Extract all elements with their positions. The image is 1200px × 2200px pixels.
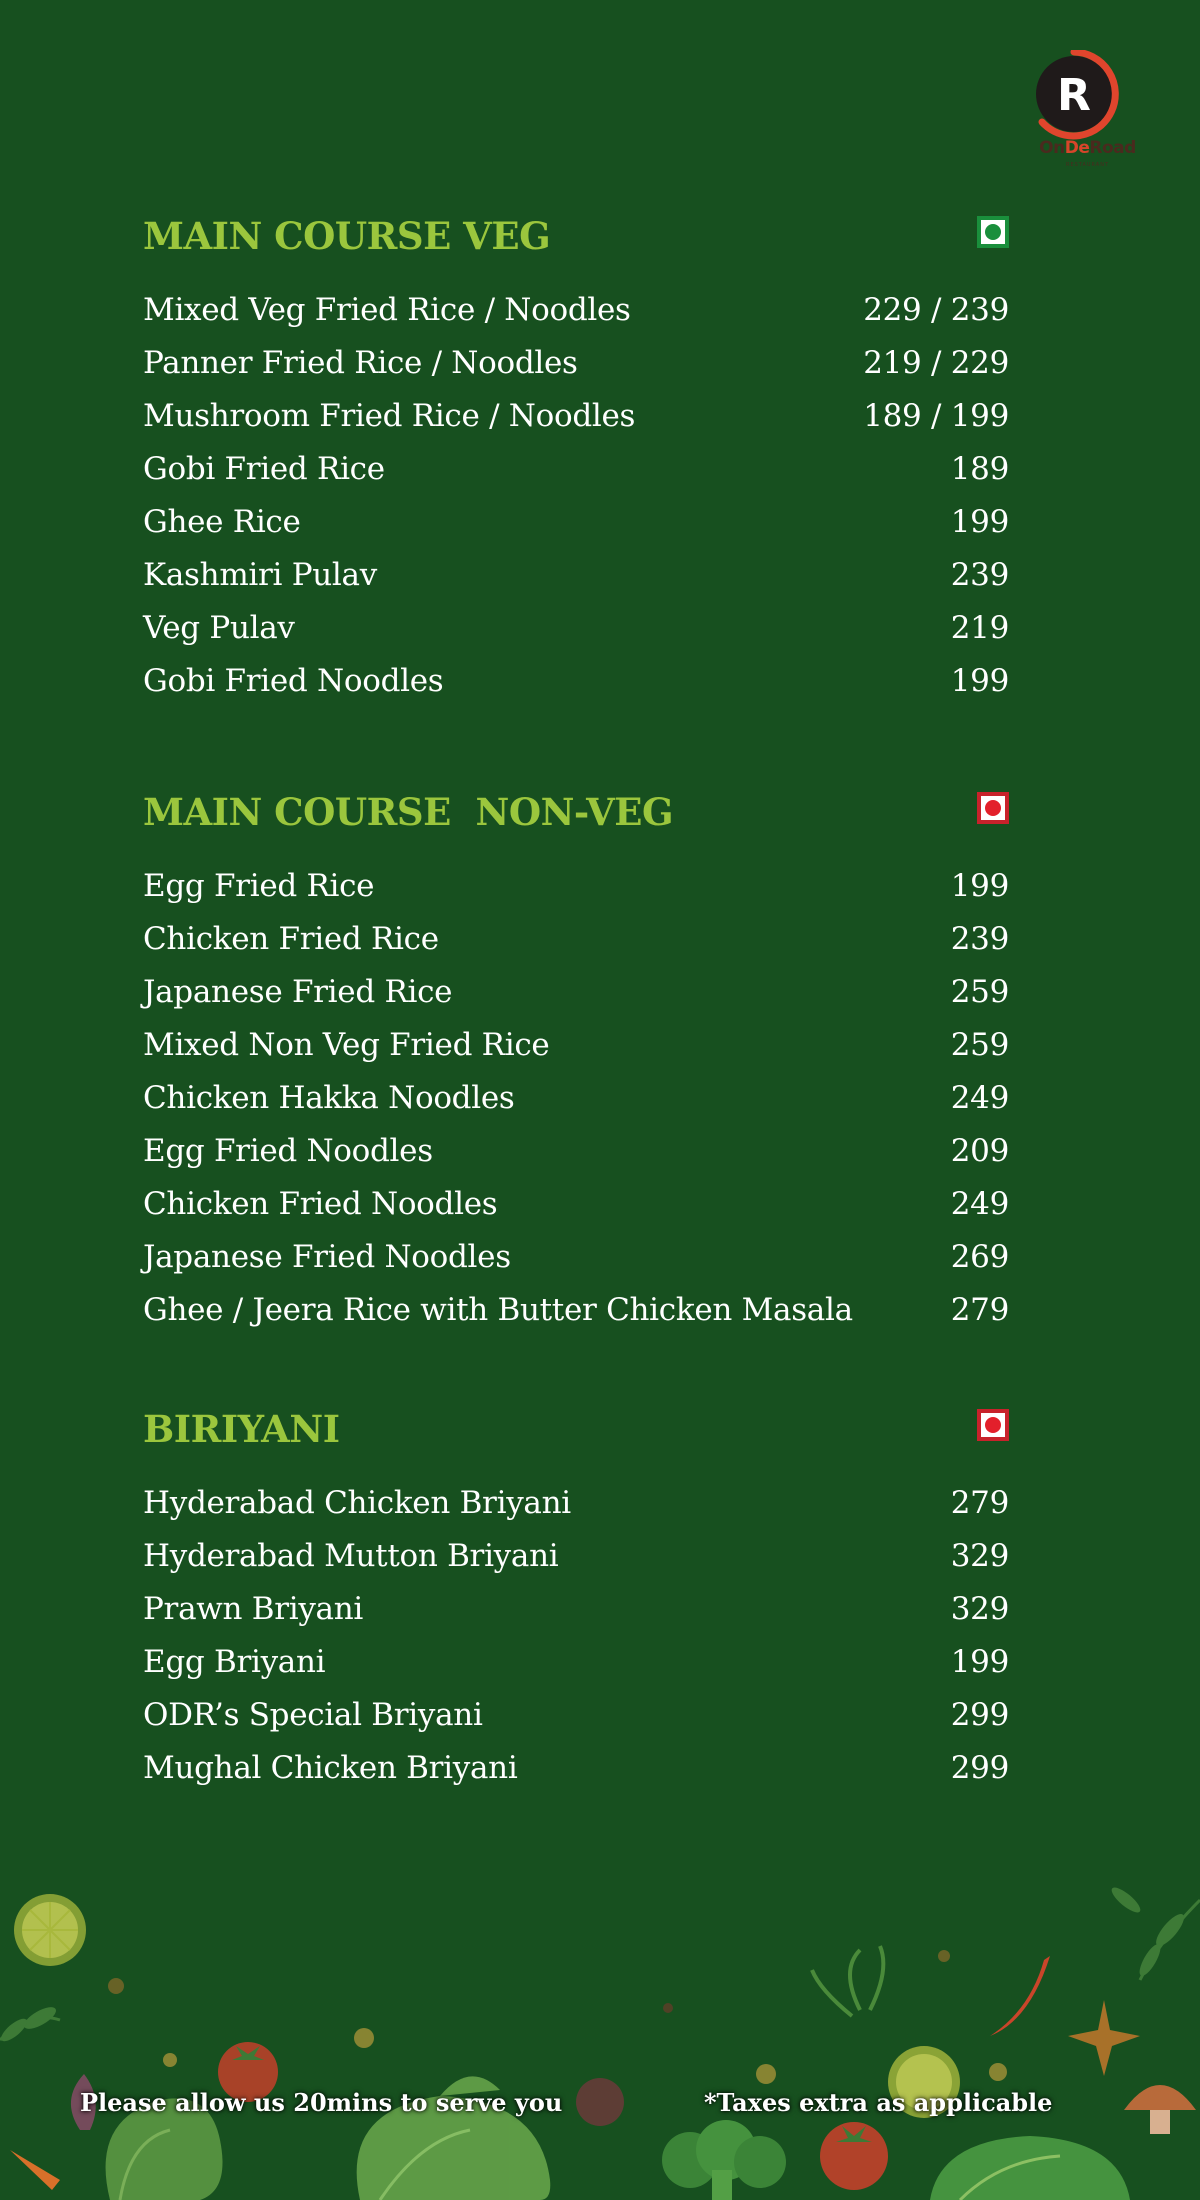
item-name: Hyderabad Chicken Briyani <box>143 1485 571 1521</box>
menu-item <box>143 966 1009 1019</box>
item-price: 259 <box>950 1027 1009 1063</box>
item-name: Japanese Fried Rice <box>143 974 453 1010</box>
menu-item <box>143 443 1009 496</box>
menu-item <box>143 1477 1009 1530</box>
item-name: Mixed Non Veg Fried Rice <box>143 1027 550 1063</box>
item-name: ODR’s Special Briyani <box>143 1697 483 1733</box>
logo-letter: R <box>1057 70 1091 121</box>
menu-item <box>143 337 1009 390</box>
menu-item <box>143 1178 1009 1231</box>
item-name: Panner Fried Rice / Noodles <box>143 345 578 381</box>
item-price: 239 <box>950 921 1009 957</box>
item-name: Ghee Rice <box>143 504 301 540</box>
brand-name: OnDeRoad <box>1039 138 1136 158</box>
section-header <box>143 790 1009 834</box>
menu-item <box>143 1284 1009 1337</box>
item-price: 199 <box>950 504 1009 540</box>
item-name: Ghee / Jeera Rice with Butter Chicken Masala <box>143 1292 853 1328</box>
menu-item <box>143 1231 1009 1284</box>
section-header <box>143 1407 1009 1451</box>
menu-item <box>143 860 1009 913</box>
item-price: 299 <box>950 1750 1009 1786</box>
item-price: 209 <box>950 1133 1009 1169</box>
item-name: Chicken Hakka Noodles <box>143 1080 515 1116</box>
item-name: Chicken Fried Noodles <box>143 1186 498 1222</box>
broccoli-icon <box>662 2120 786 2200</box>
menu-item <box>143 1072 1009 1125</box>
item-name: Egg Fried Rice <box>143 868 375 904</box>
serve-time-note: Please allow us 20mins to serve you <box>80 2088 563 2117</box>
menu-item <box>143 549 1009 602</box>
tax-note: *Taxes extra as applicable <box>704 2088 1053 2117</box>
section-main-course-nonveg <box>143 790 1009 1337</box>
nonveg-mark-icon <box>977 1409 1009 1441</box>
item-price: 199 <box>950 868 1009 904</box>
nonveg-mark-icon <box>977 792 1009 824</box>
menu-item <box>143 602 1009 655</box>
item-price: 279 <box>950 1292 1009 1328</box>
menu-item <box>143 390 1009 443</box>
item-price: 329 <box>950 1538 1009 1574</box>
brand-tagline: RESTAURANT <box>1065 162 1110 168</box>
star-anise-icon <box>1068 2000 1140 2076</box>
item-price: 189 <box>950 451 1009 487</box>
section-main-course-veg <box>143 214 1009 708</box>
menu-item <box>143 284 1009 337</box>
item-price: 329 <box>950 1591 1009 1627</box>
menu-item-list <box>143 1477 1009 1795</box>
menu-item <box>143 913 1009 966</box>
item-name: Prawn Briyani <box>143 1591 364 1627</box>
vegetable-illustration <box>0 1860 1200 2200</box>
item-price: 229 / 239 <box>863 292 1009 328</box>
item-name: Chicken Fried Rice <box>143 921 439 957</box>
item-price: 279 <box>950 1485 1009 1521</box>
section-title: MAIN COURSE NON-VEG <box>143 790 674 834</box>
menu-item <box>143 1019 1009 1072</box>
item-name: Gobi Fried Rice <box>143 451 385 487</box>
section-biriyani <box>143 1407 1009 1795</box>
menu-item <box>143 496 1009 549</box>
lime-slice-icon <box>14 1894 86 1966</box>
item-price: 199 <box>950 663 1009 699</box>
item-price: 269 <box>950 1239 1009 1275</box>
item-price: 249 <box>950 1080 1009 1116</box>
item-name: Mughal Chicken Briyani <box>143 1750 518 1786</box>
item-price: 189 / 199 <box>863 398 1009 434</box>
menu-item <box>143 1742 1009 1795</box>
item-price: 239 <box>950 557 1009 593</box>
menu-item <box>143 1636 1009 1689</box>
item-name: Mixed Veg Fried Rice / Noodles <box>143 292 631 328</box>
item-name: Egg Fried Noodles <box>143 1133 433 1169</box>
veg-mark-icon <box>977 216 1009 248</box>
item-name: Gobi Fried Noodles <box>143 663 444 699</box>
section-header <box>143 214 1009 258</box>
section-title: MAIN COURSE VEG <box>143 214 551 258</box>
menu-item <box>143 1689 1009 1742</box>
item-name: Kashmiri Pulav <box>143 557 377 593</box>
item-price: 299 <box>950 1697 1009 1733</box>
item-price: 259 <box>950 974 1009 1010</box>
item-name: Japanese Fried Noodles <box>143 1239 511 1275</box>
item-name: Egg Briyani <box>143 1644 326 1680</box>
menu-item <box>143 1583 1009 1636</box>
section-title: BIRIYANI <box>143 1407 340 1451</box>
item-price: 249 <box>950 1186 1009 1222</box>
menu-item <box>143 1125 1009 1178</box>
item-price: 219 <box>950 610 1009 646</box>
item-name: Veg Pulav <box>143 610 295 646</box>
menu-item <box>143 1530 1009 1583</box>
menu-item-list <box>143 860 1009 1337</box>
item-name: Hyderabad Mutton Briyani <box>143 1538 559 1574</box>
item-price: 219 / 229 <box>863 345 1009 381</box>
menu-item-list <box>143 284 1009 708</box>
menu-item <box>143 655 1009 708</box>
item-name: Mushroom Fried Rice / Noodles <box>143 398 636 434</box>
item-price: 199 <box>950 1644 1009 1680</box>
